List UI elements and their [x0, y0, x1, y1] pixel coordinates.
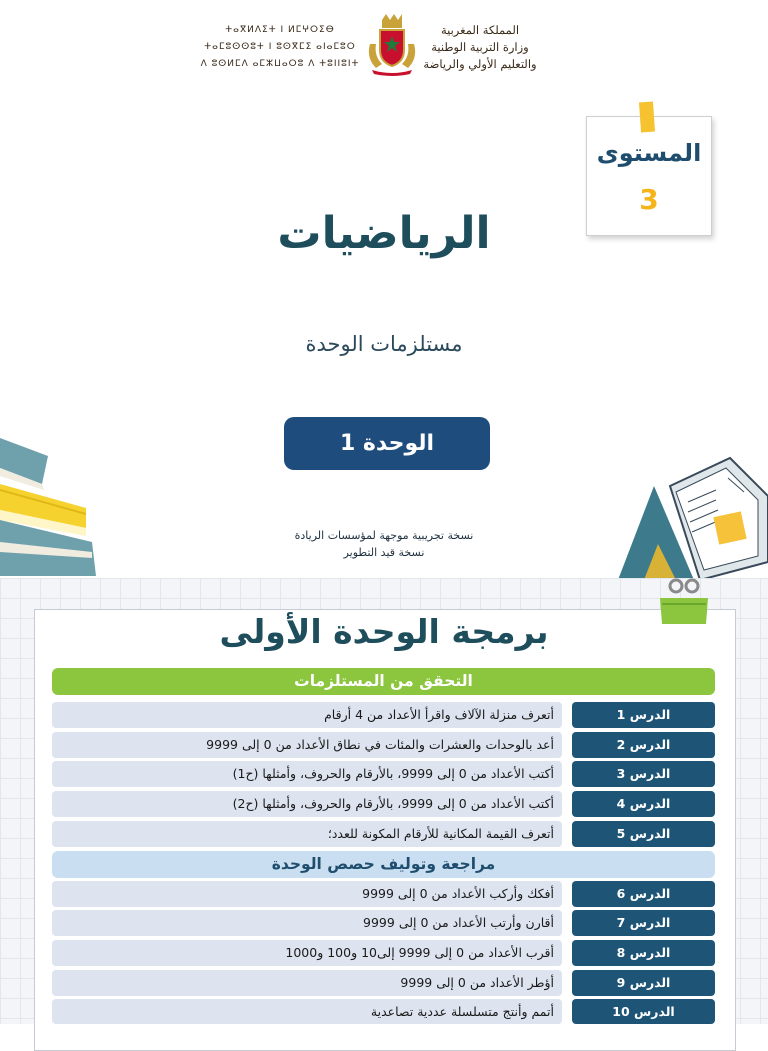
- development-version-note: نسخة قيد التطوير: [343, 546, 425, 559]
- ministry-header-tifinagh: [180, 22, 380, 73]
- open-book-icon: [618, 440, 768, 578]
- lesson-9-label[interactable]: الدرس 9: [572, 970, 715, 996]
- level-number: 3: [639, 183, 659, 216]
- page-subtitle: مستلزمات الوحدة: [305, 332, 463, 356]
- lesson-4-text: أكتب الأعداد من 0 إلى 9999، بالأرقام والحروف، وأمثلها (ح2): [52, 791, 562, 817]
- tifinagh-line-2: ⵜⴰⵎⵓⵙⵙⵓⵜ ⵏ ⵓⵙⴳⵎⵉ ⴰⵏⴰⵎⵓⵔ: [204, 42, 356, 52]
- lesson-8-label[interactable]: الدرس 8: [572, 940, 715, 966]
- header-line-1: المملكة المغربية: [440, 23, 520, 37]
- books-stack-icon: [0, 430, 100, 578]
- unit-1-button[interactable]: الوحدة 1: [284, 417, 490, 470]
- lesson-2-text: أعد بالوحدات والعشرات والمئات في نطاق الأعداد من 0 إلى 9999: [52, 732, 562, 758]
- lesson-4-label[interactable]: الدرس 4: [572, 791, 715, 817]
- lesson-1-text: أتعرف منزلة الآلاف واقرأ الأعداد من 4 أرقام: [52, 702, 562, 728]
- lesson-10-text: أتمم وأنتج متسلسلة عددية تصاعدية: [52, 999, 562, 1024]
- section-prerequisites: التحقق من المستلزمات: [52, 668, 715, 695]
- lesson-5-label[interactable]: الدرس 5: [572, 821, 715, 847]
- header-line-3: والتعليم الأولي والرياضة: [423, 57, 537, 71]
- tifinagh-line-1: ⵜⴰⴳⵍⴷⵉⵜ ⵏ ⵍⵎⵖⵔⵉⴱ: [225, 25, 335, 35]
- lesson-7-text: أقارن وأرتب الأعداد من 0 إلى 9999: [52, 910, 562, 936]
- header-line-2: وزارة التربية الوطنية: [431, 40, 529, 54]
- level-card: [586, 116, 712, 236]
- lesson-9-text: أؤطر الأعداد من 0 إلى 9999: [52, 970, 562, 996]
- tape-decoration: [639, 102, 655, 133]
- program-title: برمجة الوحدة الأولى: [219, 612, 549, 651]
- lesson-7-label[interactable]: الدرس 7: [572, 910, 715, 936]
- section-review: مراجعة وتوليف حصص الوحدة: [52, 851, 715, 878]
- tifinagh-line-3: ⴷ ⵓⵙⵍⵎⴷ ⴰⵎⵣⵡⴰⵔⵓ ⴷ ⵜⵓⵏⵏⵓⵏⵜ: [200, 59, 360, 69]
- ministry-header-arabic: [400, 22, 560, 73]
- lesson-10-label[interactable]: الدرس 10: [572, 999, 715, 1024]
- lesson-2-label[interactable]: الدرس 2: [572, 732, 715, 758]
- pilot-version-note: نسخة تجريبية موجهة لمؤسسات الريادة: [294, 529, 474, 542]
- lesson-3-label[interactable]: الدرس 3: [572, 761, 715, 787]
- lesson-6-label[interactable]: الدرس 6: [572, 881, 715, 907]
- lesson-6-text: أفكك وأركب الأعداد من 0 إلى 9999: [52, 881, 562, 907]
- level-label: المستوى: [596, 139, 702, 167]
- lesson-8-text: أقرب الأعداد من 0 إلى 9999 إلى10 و100 و1000: [52, 940, 562, 966]
- lesson-1-label[interactable]: الدرس 1: [572, 702, 715, 728]
- page-title: الرياضيات: [277, 208, 491, 259]
- lesson-5-text: أتعرف القيمة المكانية للأرقام المكونة للعدد؛: [52, 821, 562, 847]
- lesson-3-text: أكتب الأعداد من 0 إلى 9999، بالأرقام والحروف، وأمثلها (ح1): [52, 761, 562, 787]
